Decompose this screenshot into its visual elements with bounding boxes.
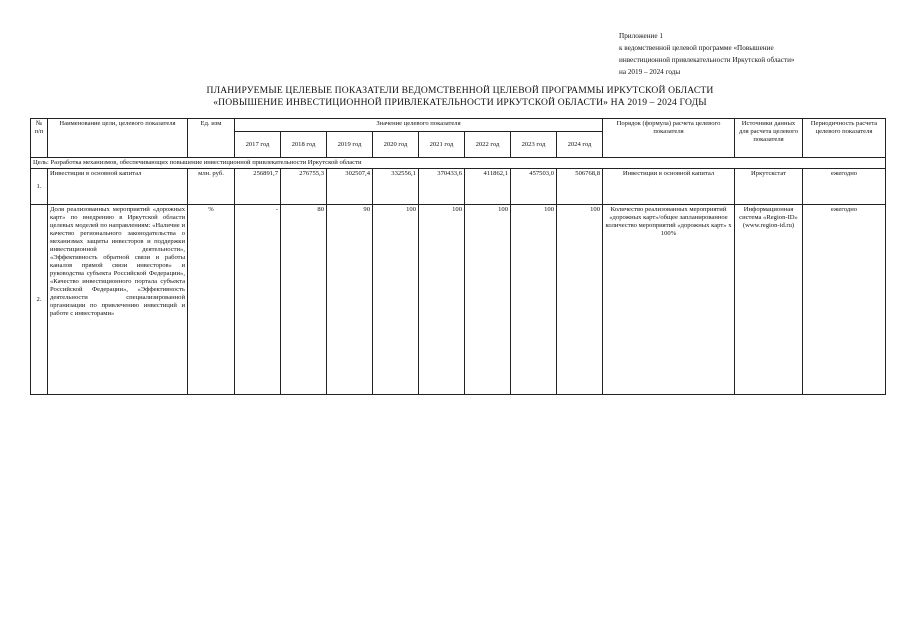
row-name: Инвестиции в основной капитал <box>48 169 188 205</box>
row-formula: Количество реализованных мероприятий «дорожных карт»/общее запланированное количество мероприятий «дорожных карт» х 100% <box>603 205 735 395</box>
indicators-table <box>30 118 886 395</box>
header-year: 2023 год <box>511 132 557 158</box>
header-sources: Источники данных для расчета целевого показателя <box>735 119 803 158</box>
header-year: 2020 год <box>373 132 419 158</box>
document-title <box>60 85 860 109</box>
goal-text: Цель: Разработка механизмов, обеспечивающих повышение инвестиционной привлекательности Иркутской области <box>31 158 886 169</box>
row-num: 2. <box>31 205 48 395</box>
table-row <box>31 169 886 205</box>
row-period: ежегодно <box>803 169 886 205</box>
row-value: 256891,7 <box>235 169 281 205</box>
row-value: 506768,8 <box>557 169 603 205</box>
header-unit: Ед. изм <box>188 119 235 158</box>
row-formula: Инвестиции в основной капитал <box>603 169 735 205</box>
row-value: 370433,6 <box>419 169 465 205</box>
row-value: 100 <box>465 205 511 395</box>
row-value: 276755,3 <box>281 169 327 205</box>
appendix-line: к ведомственной целевой программе «Повышение <box>619 44 774 52</box>
row-value: 302507,4 <box>327 169 373 205</box>
row-source: Иркутскстат <box>735 169 803 205</box>
row-value: 100 <box>511 205 557 395</box>
title-line-2: «ПОВЫШЕНИЕ ИНВЕСТИЦИОННОЙ ПРИВЛЕКАТЕЛЬНОСТИ ИРКУТСКОЙ ОБЛАСТИ» НА 2019 – 2024 ГОДЫ <box>213 97 707 108</box>
header-period: Периодичность расчета целевого показателя <box>803 119 886 158</box>
row-value: 90 <box>327 205 373 395</box>
title-line-1: ПЛАНИРУЕМЫЕ ЦЕЛЕВЫЕ ПОКАЗАТЕЛИ ВЕДОМСТВЕННОЙ ЦЕЛЕВОЙ ПРОГРАММЫ ИРКУТСКОЙ ОБЛАСТИ <box>206 85 714 96</box>
row-value: 100 <box>419 205 465 395</box>
table-row <box>31 205 886 395</box>
header-year: 2021 год <box>419 132 465 158</box>
header-name: Наименование цели, целевого показателя <box>48 119 188 158</box>
header-formula: Порядок (формула) расчета целевого показателя <box>603 119 735 158</box>
row-unit: % <box>188 205 235 395</box>
row-unit: млн. руб. <box>188 169 235 205</box>
header-num: № п/п <box>31 119 48 158</box>
row-value: - <box>235 205 281 395</box>
header-value-group: Значение целевого показателя <box>235 119 603 132</box>
appendix-line: на 2019 – 2024 годы <box>619 68 681 76</box>
appendix-note <box>619 30 834 78</box>
row-value: 457503,0 <box>511 169 557 205</box>
goal-row <box>31 158 886 169</box>
row-value: 411862,1 <box>465 169 511 205</box>
header-year: 2018 год <box>281 132 327 158</box>
row-period: ежегодно <box>803 205 886 395</box>
row-value: 332556,1 <box>373 169 419 205</box>
row-source: Информационная система «Region-ID» (www.region-id.ru) <box>735 205 803 395</box>
row-value: 100 <box>373 205 419 395</box>
header-year: 2019 год <box>327 132 373 158</box>
header-year: 2024 год <box>557 132 603 158</box>
row-num: 1. <box>31 169 48 205</box>
header-year: 2017 год <box>235 132 281 158</box>
row-value: 100 <box>557 205 603 395</box>
appendix-line: Приложение 1 <box>619 32 663 40</box>
row-name: Доля реализованных мероприятий «дорожных карт» по внедрению в Иркутской области целевых моделей по направлениям: «Наличие и качество регионального законодательства о механизмах защиты инвесторов и поддержки инвестиционной деятельности», «Эффективность обратной связи и работы каналов прямой связи инвесторов» и руководства субъекта Российской Федерации», «Качество инвестиционного портала субъекта Российской Федерации», «Эффективность деятельности специализированной организации по привлечению инвестиций и работе с инвесторами» <box>48 205 188 395</box>
header-row <box>31 119 886 132</box>
row-value: 80 <box>281 205 327 395</box>
header-year: 2022 год <box>465 132 511 158</box>
appendix-line: инвестиционной привлекательности Иркутской области» <box>619 56 795 64</box>
